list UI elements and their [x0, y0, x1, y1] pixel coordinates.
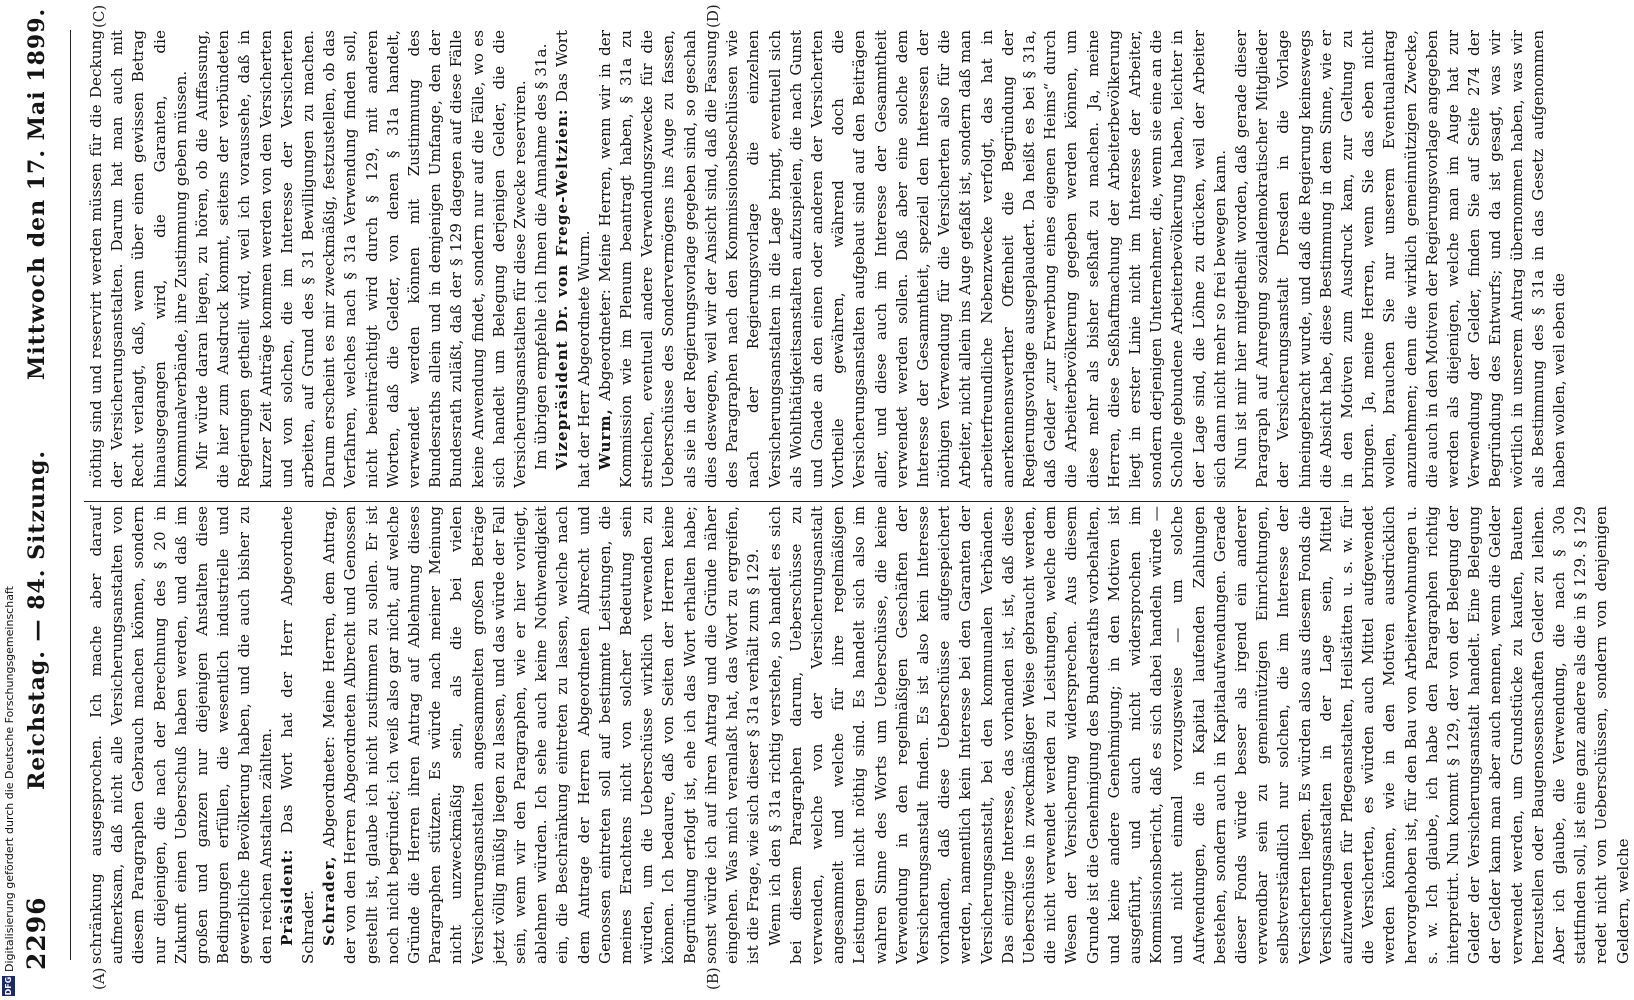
paragraph-text: Das Wort hat der Herr Abgeordnete Schrader. [277, 506, 318, 964]
paragraph-text: schränkung ausgesprochen. Ich mache aber darauf aufmerksam, daß nicht alle Versicherungsanstalten von diesem Paragraphen Gebrauch machen können, sondern nur diejenigen, die nach der Berechnung des § 20 in Zukunft einen Ueberschuß haben werden, und daß im großen und ganzen nur diejenigen Anstalten diese Bedingungen erfüllen, die wesentlich industrielle und gewerbliche Bevölkerung haben, und die auch bisher zu den reichen Anstalten zählten. [87, 506, 275, 964]
header-rule [70, 30, 71, 960]
session-date: Mittwoch den 17. Mai 1899. [24, 7, 50, 380]
speaker-name: Vizepräsident Dr. von Frege-Weltzien: [553, 108, 572, 470]
paragraph [86, 506, 277, 964]
dfg-logo-icon: DFG [4, 976, 13, 996]
paragraph [1231, 30, 1570, 488]
margin-marker-b: (B) [704, 967, 722, 990]
speaker-name: Präsident: [277, 848, 296, 946]
margin-marker-c: (C) [90, 4, 108, 28]
speaker-name: Schrader, [320, 855, 339, 946]
paragraph [277, 506, 319, 964]
paragraph-text: Abgeordneter: Meine Herren, dem Antrag, der von den Herren Abgeordneten Albrecht und Genossen gestellt ist, glaube ich nicht zustimmen zu sollen. Er ist noch nicht begründet; ich weiß also gar nicht, auf welche Gründe die Herren ihren Antrag auf Ablehnung dieses Paragraphen stützen. Es würde nach meiner Meinung nicht unzweckmäßig sein, als die bei vielen Versicherungsanstalten angesammelten großen Beträge jetzt völlig müßig liegen zu lassen, und das würde der Fall sein, wenn wir den Paragraphen, wie er hier vorliegt, ablehnen würden. Ich sehe auch keine Nothwendigkeit ein, die Beschränkung eintreten zu lassen, welche nach dem Antrage der Herren Abgeordneten Albrecht und Genossen eintreten soll auf bestimmte Leistungen, die meines Erachtens nicht von solcher Bedeutung sein würden, um die Ueberschüsse wirklich verwenden zu können. Ich bedaure, daß von Seiten der Herren keine Begründung erfolgt ist, ehe ich das Wort erhalten habe; sonst würde ich auf ihren Antrag und die Gründe näher eingehen. Was mich veranlaßt hat, das Wort zu ergreifen, ist die Frage, wie sich dieser § 31a verhält zum § 129. [320, 505, 763, 964]
paragraph-text: Wenn ich den § 31a richtig verstehe, so handelt es sich bei diesem Paragraphen darum, Ueberschüsse zu verwenden, welche von der Versicherungsanstalt angesammelt und welche für ihre regelmäßigen Leistungen nicht nöthig sind. Es handelt sich also im wahren Sinne des Worts um Ueberschüsse, die keine Verwendung in den regelmäßigen Geschäften der Versicherungsanstalt finden. Es ist also kein Interesse vorhanden, daß diese Ueberschüsse aufgespeichert werden, namentlich kein Interesse bei den Garanten der Versicherungsanstalt, bei den kommunalen Verbänden. Das einzige Interesse, das vorhanden ist, ist, daß diese Ueberschüsse in zweckmäßiger Weise gebraucht werden, die nicht verwendet werden zu Leistungen, welche dem Wesen der Versicherung widersprechen. Aus diesem Grunde ist die Genehmigung des Bundesraths vorbehalten, und keine andere Genehmigung; in den Motiven ist ausgeführt, und auch nicht widersprochen im Kommissionsbericht, daß es sich dabei handeln würde — und nicht einmal vorzugsweise — um solche Aufwendungen, die in Kapital laufenden Zahlungen bestehen, sondern auch in Kapitalaufwendungen. Gerade dieser Fonds würde besser als irgend ein anderer verwendbar sein zu gemeinnützigen Einrichtungen, selbstverständlich nur solchen, die im Interesse der Versicherten liegen. Es würden also aus diesem Fonds die Versicherungsanstalten in der Lage sein, Mittel aufzuwenden für Pflegeanstalten, Heilstätten u. s. w. für die Versicherten, es würden auch Mittel aufgewendet werden können, wie in den Motiven ausdrücklich hervorgehoben ist, für den Bau von Arbeiterwohnungen u. s. w. Ich glaube, ich habe den Paragraphen richtig interpretirt. Nun kommt § 129, der von der Belegung der Gelder der Versicherungsanstalt handelt. Eine Belegung der Gelder kann man aber auch nennen, wenn die Gelder verwendet werden, um Grundstücke zu kaufen, Bauten herzustellen oder Baugenossenschaften Gelder zu leihen. Aber ich glaube, die Verwendung, die nach § 30a stattfinden soll, ist eine ganz andere als die in § 129. § 129 redet nicht von Ueberschüssen, sondern von denjenigen Geldern, welche [765, 506, 1632, 964]
page-number: 2296 [22, 896, 51, 970]
margin-marker-a: (A) [90, 967, 108, 990]
paragraph-text: nöthig sind und reservirt werden müssen für die Deckung der Versicherungsanstalten. Darum hat man auch mit Recht verlangt, daß, wenn über einen gewissen Betrag hinausgegangen wird, die Garanten, die Kommunalverbände, ihre Zustimmung geben müssen. [87, 30, 190, 488]
paragraph-text: Das Wort hat der Herr Abgeordnete Wurm. [553, 30, 593, 488]
paragraph [319, 506, 764, 964]
paragraph-text: Im übrigen empfehle ich Ihnen die Annahme des § 31a. [532, 43, 551, 470]
speaker-name: Wurm, [595, 408, 614, 470]
paragraph-text: Nun ist mir hier mitgetheilt worden, daß gerade dieser Paragraph auf Anregung sozialdemokratischer Mitglieder der Versicherungsanstalt Dresden in die Vorlage hineingebracht wurde, und daß die Regierung keineswegs die Absicht habe, diese Bestimmung in dem Sinne, wie er in den Motiven zum Ausdruck kam, zur Geltung zu bringen. Ja, meine Herren, wenn Sie das eben nicht wollen, brauchen Sie nur unserem Eventualantrag anzunehmen; denn die wirklich gemeinnützigen Zwecke, die auch in den Motiven der Regierungsvorlage angegeben werden als diejenigen, welche man im Auge hat zur Verwendung der Gelder, finden Sie auf Seite 274 der Begründung des Entwurfs; und da ist gesagt, was wir wörtlich in unserem Antrag übernommen haben, was wir als Bestimmung des § 31a in das Gesetz aufgenommen haben wollen, weil eben die [1231, 30, 1569, 488]
page-title: Reichstag. — 84. Sitzung. [24, 449, 50, 790]
paragraph [552, 30, 594, 488]
credit-text: Digitalisierung gefördert durch die Deutsche Forschungsgemeinschaft [3, 586, 16, 972]
margin-marker-d: (D) [704, 4, 722, 28]
paragraph [531, 30, 552, 488]
paragraph [765, 506, 1634, 964]
left-text-column [86, 505, 1632, 964]
right-text-column [86, 30, 1569, 488]
digitization-credit [0, 0, 18, 1000]
paragraph [192, 30, 531, 488]
column-divider [84, 501, 1349, 502]
paragraph-text: Mir würde daran liegen, zu hören, ob die Auffassung, die hier zum Ausdruck kommt, seitens der verbündeten Regierungen getheilt wird, weil ich voraussehe, daß in kurzer Zeit Anträge kommen werden von den Versicherten und von solchen, die im Interesse der Versicherten arbeiten, auf Grund des § 31 Bewilligungen zu machen. Darum erscheint es mir zweckmäßig, festzustellen, ob das Verfahren, welches nach § 31a Verwendung finden soll, nicht beeinträchtigt wird durch § 129, mit anderen Worten, daß die Gelder, von denen § 31a handelt, verwendet werden können mit Zustimmung des Bundesraths allein und in demjenigen Umfange, den der Bundesrath zuläßt, daß der § 129 dagegen auf diese Fälle keine Anwendung findet, sondern nur auf die Fälle, wo es sich handelt um Belegung derjenigen Gelder, die die Versicherungsanstalten für diese Zwecke reserviren. [193, 30, 530, 488]
paragraph [595, 30, 1231, 488]
paragraph-text: Abgeordneter: Meine Herren, wenn wir in der Kommission wie im Plenum beantragt haben, § 31a zu streichen, eventuell andere Verwendungszwecke für die Ueberschüsse des Sondervermögens ins Auge zu fassen, als sie in der Regierungsvorlage gegeben sind, so geschah dies deswegen, weil wir der Ansicht sind, daß die Fassung des Paragraphen nach den Kommissionsbeschlüssen wie nach der Regierungsvorlage die einzelnen Versicherungsanstalten in die Lage bringt, eventuell sich als Wohlthätigkeitsanstalten aufzuspielen, die nach Gunst und Gnade an den einen oder anderen der Versicherten Vortheile gewähren, während doch die Versicherungsanstalten aufgebaut sind auf den Beiträgen aller, und diese auch im Interesse der Gesammtheit verwendet werden sollen. Daß aber eine solche dem Interesse der Gesammtheit, speziell den Interessen der nöthigen Verwendung für die Versicherten also für die Arbeiter, nicht allein ins Auge gefaßt ist, sondern daß man arbeiterfreundliche Nebenzwecke verfolgt, das hat in anerkennenswerther Offenheit die Begründung der Regierungsvorlage ausgeplaudert. Da heißt es bei § 31a, daß Gelder „zur Erwerbung eines eigenen Heims“ durch die Arbeiterbevölkerung gegeben werden können, um diese mehr als bisher seßhaft zu machen. Ja, meine Herren, diese Seßhaftmachung der Arbeiterbevölkerung liegt in erster Linie nicht im Interesse der Arbeiter, sondern derjenigen Unternehmer, die, wenn sie eine an die Scholle gebundene Arbeiterbevölkerung haben, leichter in der Lage sind, die Löhne zu drücken, weil der Arbeiter sich dann nicht mehr so frei bewegen kann. [595, 30, 1229, 488]
paragraph [86, 30, 192, 488]
